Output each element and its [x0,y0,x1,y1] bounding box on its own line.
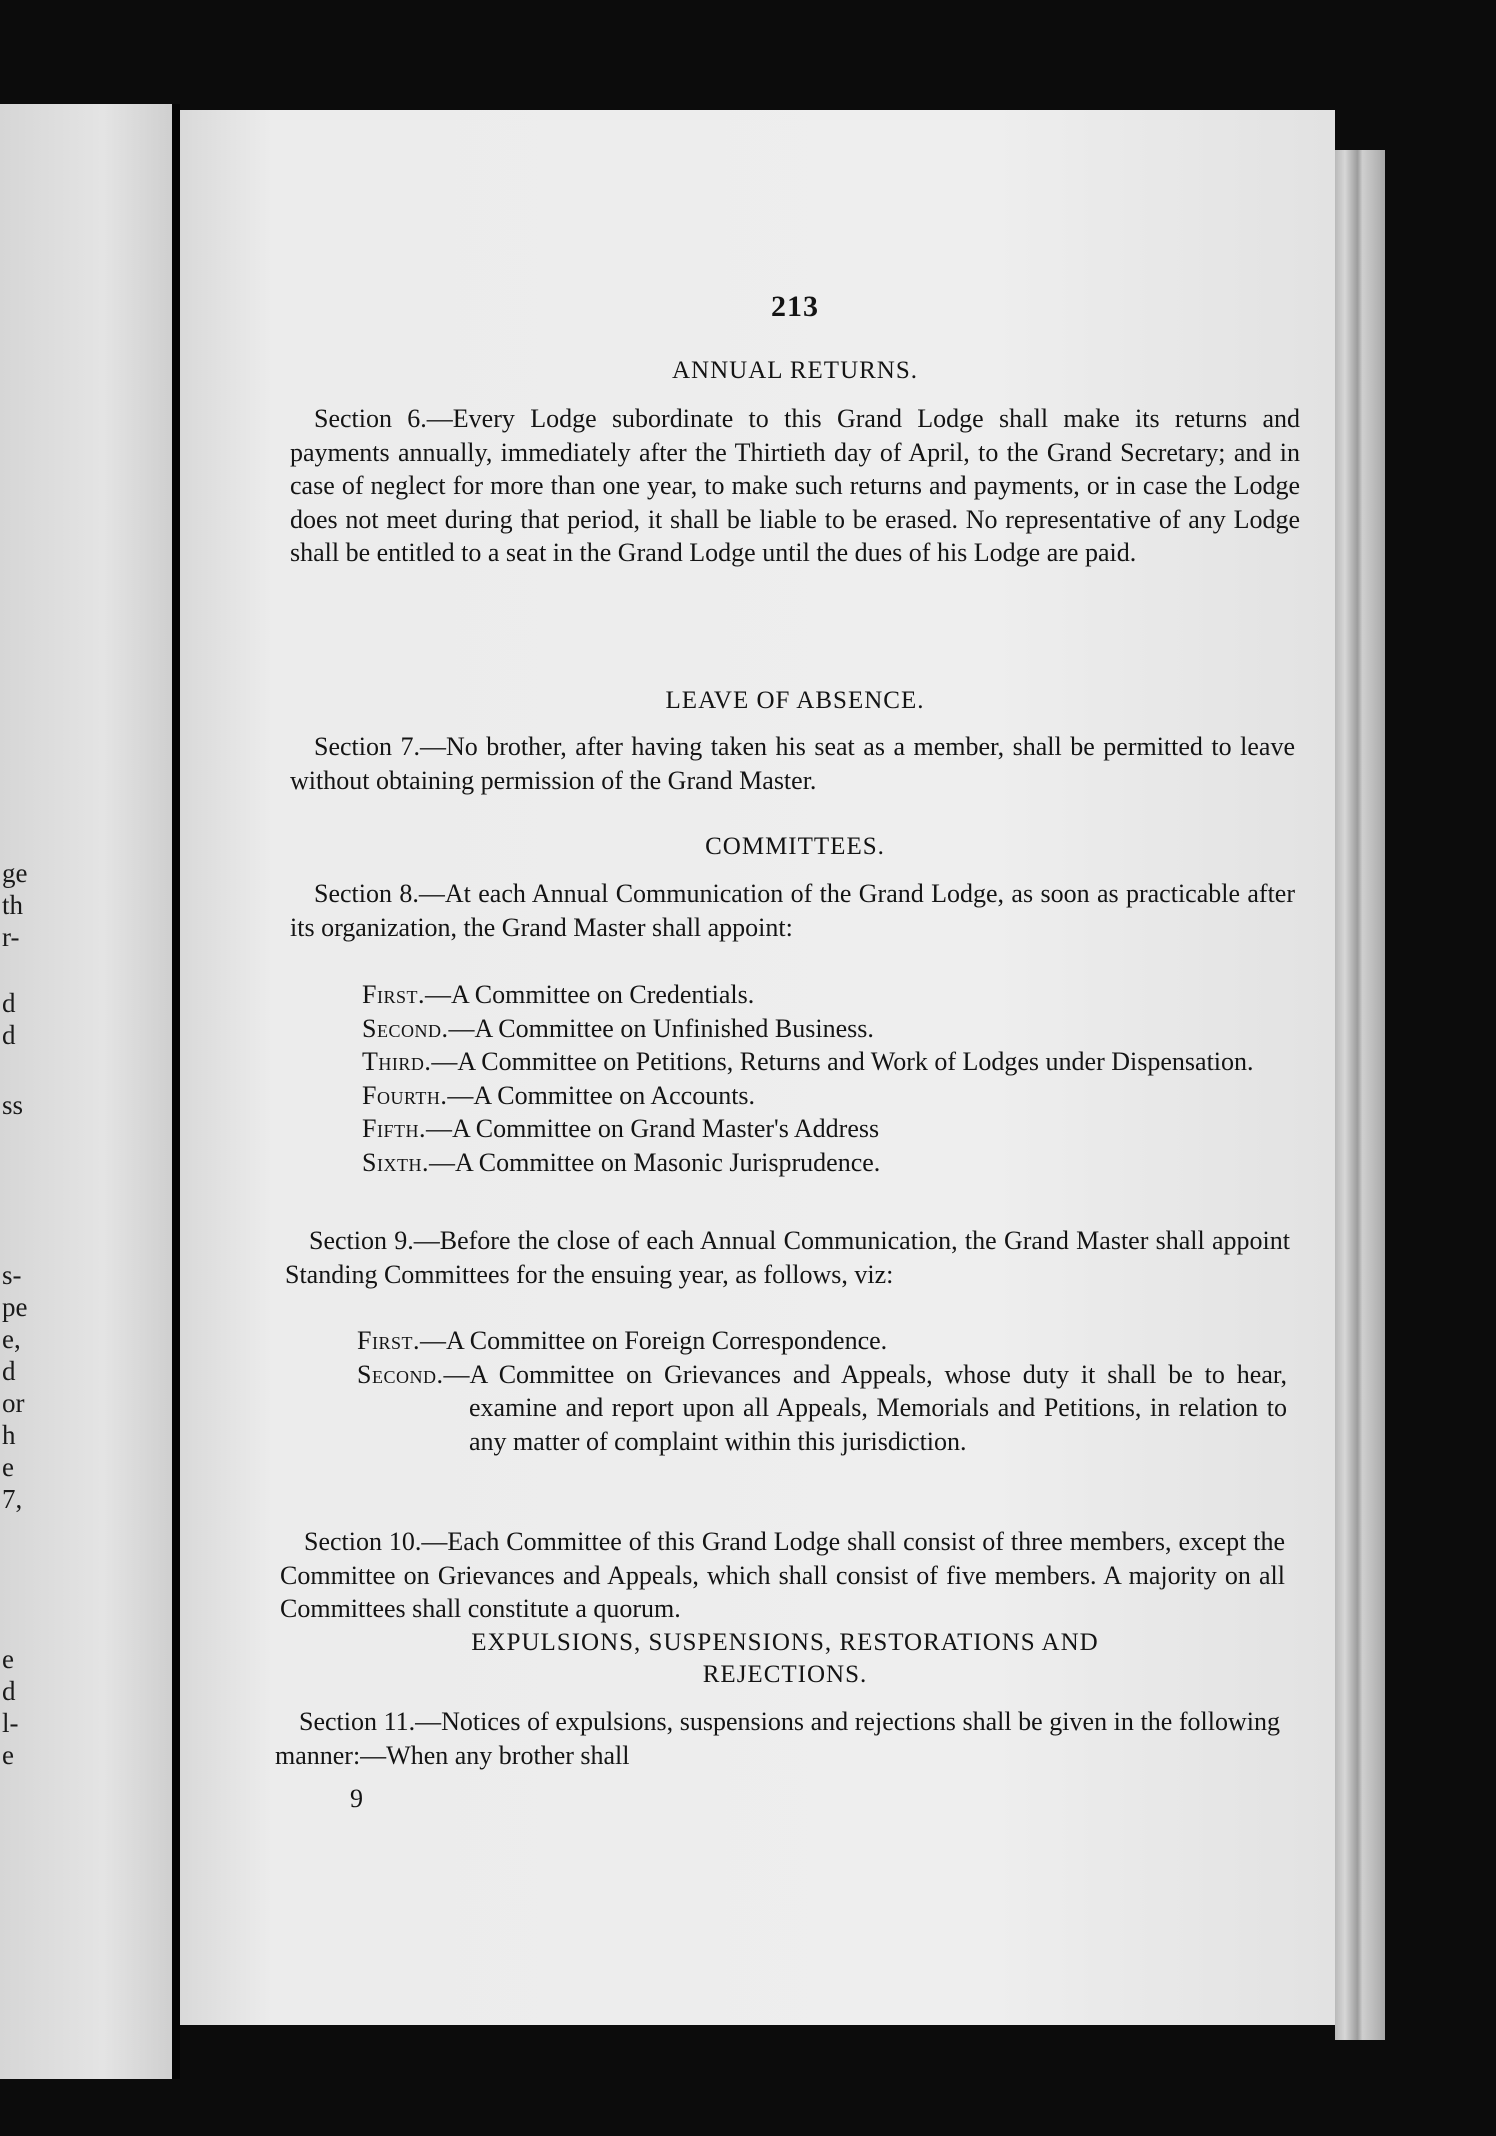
left-page-fragments [0,104,172,2079]
list-item [357,1324,1287,1358]
fragment: r- [2,922,20,952]
page-edge [1335,150,1385,2040]
fragment: e [2,1740,14,1770]
left-facing-page [0,104,172,2079]
item-text: —A Committee on Grand Master's Address [425,1114,880,1143]
ordinal: Sixth. [362,1147,429,1177]
fragment: d [2,988,16,1018]
list-item [362,1012,1292,1046]
fragment: pe [2,1292,28,1322]
fragment: s- [2,1260,22,1290]
fragment: or [2,1388,25,1418]
list-item [362,978,1292,1012]
ordinal: Fifth. [362,1114,426,1143]
heading-annual-returns: ANNUAL RETURNS. [671,357,919,384]
book-gutter [172,104,180,2079]
fragment: l- [2,1708,19,1738]
fragment: d [2,1020,16,1050]
fragment: e [2,1644,14,1674]
fragment: h [2,1420,16,1450]
fragment: ge [2,858,28,888]
heading-leave-of-absence: LEAVE OF ABSENCE. [665,687,925,714]
page-number: 213 [771,290,819,323]
section-9-text: Section 9.—Before the close of each Annual Communication, the Grand Master shall appoint Standing Committees for the ensuing year, as follows, viz: [285,1226,1290,1289]
fragment: d [2,1356,16,1386]
section-10-text: Section 10.—Each Committee of this Grand Lodge shall consist of three members, except the Committee on Grievances and Appeals, which shall consist of five members. A majority on all Committees shall constitute a quorum. [280,1527,1285,1623]
ordinal: Second. [357,1359,444,1389]
section-11-text: Section 11.—Notices of expulsions, suspensions and rejections shall be given in the following manner:—When any brother shall [275,1707,1280,1770]
item-text: —A Committee on Accounts. [447,1080,756,1110]
heading-committees: COMMITTEES. [705,833,885,860]
fragment: ss [2,1090,24,1120]
section-8-list [362,978,1292,1179]
fragment: th [2,890,24,920]
item-text: —A Committee on Masonic Jurisprudence. [428,1147,881,1177]
heading-expulsions-line-2: REJECTIONS. [702,1661,868,1688]
section-9-list [357,1324,1287,1458]
section-7-text: Section 7.—No brother, after having taken his seat as a member, shall be permitted to leave without obtaining permission of the Grand Master. [290,732,1295,795]
fragment: e [2,1452,14,1482]
list-item [362,1146,1292,1180]
fragment: 7, [2,1484,23,1514]
list-item [357,1358,1287,1459]
signature-mark: 9 [350,1784,363,1813]
book-page [180,110,1335,2025]
ordinal: Fourth. [362,1080,448,1110]
fragment: d [2,1676,16,1706]
item-text: —A Committee on Foreign Correspondence. [419,1326,888,1355]
item-text: —A Committee on Grievances and Appeals, whose duty it shall be to hear, examine and report upon all Appeals, Memorials and Petitions, in relation to any matter of complaint within this jurisdiction. [443,1359,1287,1456]
heading-expulsions-line-1: EXPULSIONS, SUSPENSIONS, RESTORATIONS AND [471,1629,1099,1656]
fragment: e, [2,1324,21,1354]
list-item [362,1045,1292,1079]
item-text: —A Committee on Unfinished Business. [448,1013,874,1043]
ordinal: Second. [362,1013,449,1043]
item-text: —A Committee on Credentials. [424,980,755,1009]
section-8-text: Section 8.—At each Annual Communication of the Grand Lodge, as soon as practicable after its organization, the Grand Master shall appoint: [290,879,1295,942]
section-6-text: Section 6.—Every Lodge subordinate to this Grand Lodge shall make its returns and payments annually, immediately after the Thirtieth day of April, to the Grand Secretary; and in case of neglect for more than one year, to make such returns and payments, or in case the Lodge does not meet during that period, it shall be liable to be erased. No representative of any Lodge shall be entitled to a seat in the Grand Lodge until the dues of his Lodge are paid. [290,404,1300,567]
ordinal: First. [357,1326,420,1355]
ordinal: Third. [362,1047,432,1076]
list-item [362,1112,1292,1146]
item-text: —A Committee on Petitions, Returns and Work of Lodges under Dispensation. [431,1047,1254,1076]
list-item [362,1079,1292,1113]
ordinal: First. [362,980,425,1009]
